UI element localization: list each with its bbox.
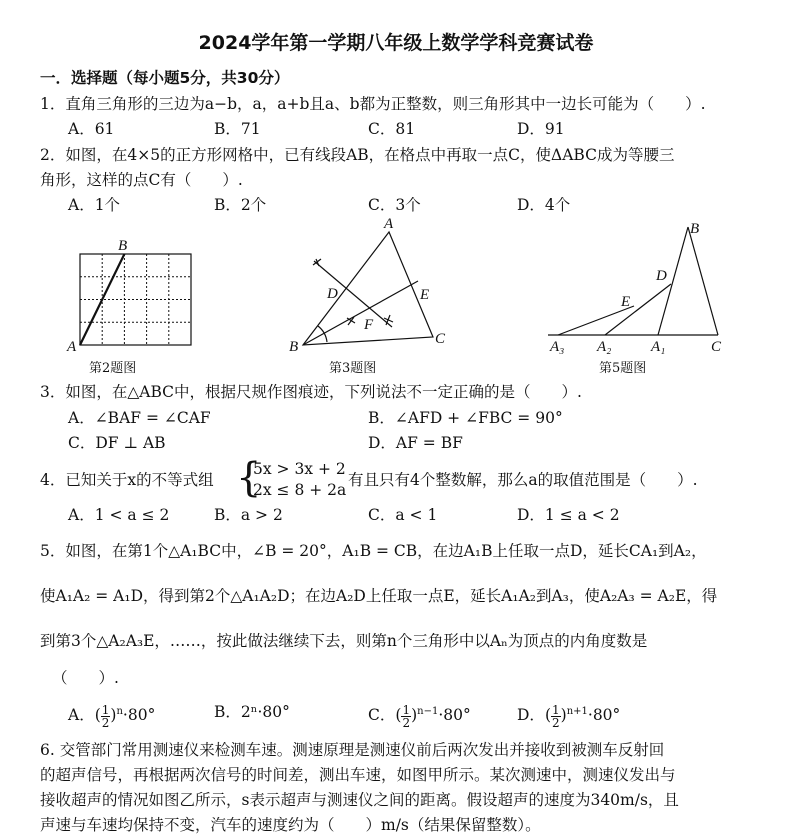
q5-line2: 使A₁A₂ = A₁D，得到第2个△A₁A₂D；在边A₂D上任取一点E，延长A₁A₂到A₃，使A₂A₃ = A₂E，得 (40, 587, 718, 605)
q4-option-a: A．1 < a ≤ 2 (68, 506, 170, 524)
label-b: B (118, 238, 128, 254)
page-title: 2024学年第一学期八年级上数学学科竞赛试卷 (198, 32, 594, 54)
label-e: E (420, 287, 430, 303)
figure-3-triangle (280, 215, 460, 360)
q6-line2: 的超声信号，再根据两次信号的时间差，测出车速，如图甲所示。某次测速中，测速仪发出与 (40, 766, 676, 784)
label-a1: A₁ (651, 339, 666, 355)
segment-a3e (558, 306, 634, 335)
q3-option-d: D．AF = BF (368, 434, 463, 452)
q2-option-a: A．1个 (68, 196, 121, 214)
label-b: B (690, 221, 700, 237)
label-a2: A₂ (597, 339, 612, 355)
q3-stem: 3．如图，在△ABC中，根据尺规作图痕迹，下列说法不一定正确的是（ ）. (40, 383, 582, 401)
q4-option-d: D．1 ≤ a < 2 (517, 506, 620, 524)
label-e: E (621, 294, 631, 310)
q3-option-a: A．∠BAF = ∠CAF (68, 409, 211, 427)
q3-option-b: B．∠AFD + ∠FBC = 90° (368, 409, 563, 427)
figure-3-caption: 第3题图 (329, 361, 377, 376)
q6-line3: 接收超声的情况如图乙所示，s表示超声与测速仪之间的距离。假设超声的速度为340m/s，且 (40, 791, 679, 809)
q2-option-d: D．4个 (517, 196, 571, 214)
q3-option-c: C．DF ⊥ AB (68, 434, 166, 452)
q4-system-line1: 5x > 3x + 2 (253, 460, 346, 478)
q6-line1: 6. 交管部门常用测速仪来检测车速。测速原理是测速仪前后两次发出并接收到被测车反射回 (40, 741, 665, 759)
label-c: C (711, 339, 722, 355)
q2-option-b: B．2个 (214, 196, 267, 214)
label-c: C (435, 331, 446, 347)
q5-option-a: A．( $\frac{1}{2}$ )$^n$·80° (68, 702, 156, 730)
section-heading: 一．选择题（每小题5分，共30分） (40, 69, 290, 87)
grid-lines (80, 254, 191, 345)
q4-brace: { (236, 455, 262, 501)
q5-line3: 到第3个△A₂A₃E，……，按此做法继续下去，则第n个三角形中以Aₙ为顶点的内角度数是 (40, 632, 648, 650)
q5-line1: 5．如图，在第1个△A₁BC中，∠B = 20°，A₁B = CB，在边A₁B上任取一点D，延长CA₁到A₂， (40, 542, 707, 560)
q4-stem-before: 4．已知关于x的不等式组 (40, 471, 214, 489)
q5-option-c: C．( $\frac{1}{2}$ )$^{n-1}$·80° (368, 702, 471, 730)
figure-5-caption: 第5题图 (599, 361, 647, 376)
label-d: D (656, 268, 667, 284)
label-b: B (289, 339, 299, 355)
q6-line4: 声速与车速均保持不变，汽车的速度约为（ ）m/s（结果保留整数）。 (40, 816, 541, 834)
q2-option-c: C．3个 (368, 196, 421, 214)
label-a: A (384, 216, 394, 232)
q2-stem-line2: 角形，这样的点C有（ ）. (40, 171, 243, 189)
q1-stem: 1．直角三角形的三边为a−b，a，a+b且a、b都为正整数，则三角形其中一边长可能为（ ）. (40, 95, 706, 113)
label-d: D (327, 286, 338, 302)
label-a: A (67, 339, 77, 355)
q4-stem-after: 有且只有4个整数解，那么a的取值范围是（ ）. (348, 471, 698, 489)
q4-system-line2: 2x ≤ 8 + 2a (253, 481, 347, 499)
q1-option-b: B．71 (214, 120, 261, 138)
q4-option-b: B．a > 2 (214, 506, 283, 524)
q1-option-a: A．61 (68, 120, 115, 138)
q1-option-d: D．91 (517, 120, 565, 138)
q2-stem-line1: 2．如图，在4×5的正方形网格中，已有线段AB，在格点中再取一点C，使ΔABC成为等腰三 (40, 146, 675, 164)
figure-2-grid (60, 232, 200, 357)
q5-option-d: D．( $\frac{1}{2}$ )$^{n+1}$·80° (517, 702, 621, 730)
segment-a2d (605, 284, 671, 335)
q4-option-c: C．a < 1 (368, 506, 438, 524)
figure-2-caption: 第2题图 (89, 361, 137, 376)
q5-option-b: B．2ⁿ·80° (214, 703, 290, 721)
side-bc (688, 227, 718, 335)
q1-option-c: C．81 (368, 120, 416, 138)
angle-bisector (303, 281, 418, 345)
label-a3: A₃ (550, 339, 565, 355)
q5-line4: （ ）. (52, 669, 119, 687)
figure-5-triangles (540, 218, 740, 358)
label-f: F (364, 317, 374, 333)
cross-mark-1 (313, 259, 321, 266)
